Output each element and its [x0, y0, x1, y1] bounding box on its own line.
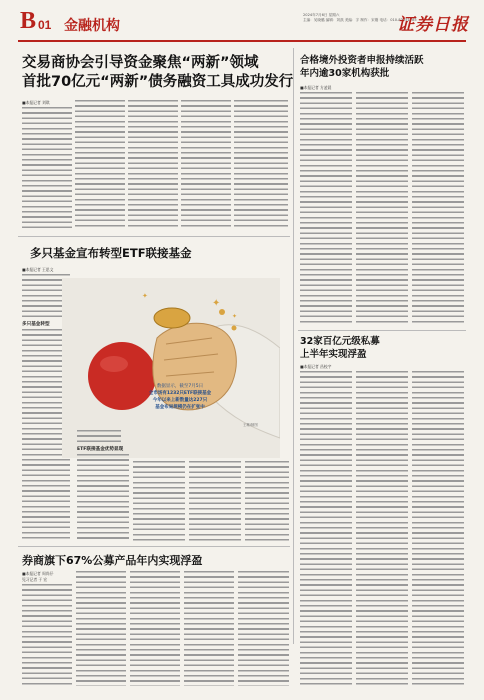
column-divider — [293, 48, 294, 644]
etf-subhead-2: ETF联接基金优势显现 — [77, 447, 124, 452]
bottom-body-col4 — [184, 571, 234, 686]
right-mid-byline: ■本报记者 昌校宇 — [300, 364, 332, 369]
right-mid-headline-line2: 上半年实现浮盈 — [300, 349, 367, 360]
main-body-col3 — [128, 100, 178, 230]
main-body-col1 — [22, 107, 72, 230]
right-mid-headline-line1: 32家百亿元级私募 — [300, 336, 380, 347]
bottom-body-col2 — [76, 571, 126, 686]
main-headline-line1: 交易商协会引导资金聚焦“两新”领域 — [22, 55, 259, 71]
section-letter: B — [20, 8, 36, 34]
main-headline — [22, 54, 293, 92]
svg-text:✦: ✦ — [142, 292, 148, 300]
right-top-headline-line1: 合格境外投资者申报持续活跃 — [300, 55, 424, 66]
newspaper-logo: 证券日报 — [397, 15, 469, 35]
svg-text:✦: ✦ — [212, 298, 221, 309]
right-top-headline-line2: 年内逾30家机构获批 — [300, 68, 390, 79]
section-number: 01 — [38, 18, 52, 32]
bottom-body-col3 — [130, 571, 180, 686]
svg-text:✦: ✦ — [232, 313, 238, 320]
right-top-col2 — [356, 92, 408, 326]
section-name: 金融机构 — [64, 18, 120, 34]
etf-body-col2 — [77, 454, 129, 542]
right-mid-col3 — [412, 371, 464, 686]
header-rule — [18, 40, 466, 42]
caption-line4: 基金布局规模仍在扩张中 — [155, 405, 205, 410]
main-byline: ■本报记者 刘琪 — [22, 100, 50, 105]
right-top-byline: ■本报记者 方凌晨 — [300, 85, 332, 90]
etf-body-snippet — [77, 430, 121, 442]
bottom-top-rule — [18, 546, 290, 547]
right-mid-headline — [300, 335, 380, 361]
header-date: 2024年7月6日 星期六 — [303, 13, 340, 17]
etf-body-col5 — [245, 461, 289, 542]
caption-line1: 数据显示，截至7月5日 — [156, 384, 204, 389]
caption-line2: 全市场有1232只ETF联接基金 — [148, 391, 212, 396]
main-body-col2 — [75, 100, 125, 230]
main-body-col4 — [181, 100, 231, 230]
right-mid-col1 — [300, 371, 352, 686]
bottom-body-col1 — [22, 584, 72, 686]
etf-subhead-1: 多只基金转型 — [22, 322, 50, 327]
bottom-byline-2: 见习记者 于 宏 — [22, 577, 48, 582]
right-mid-rule — [298, 330, 466, 331]
page-header — [0, 0, 484, 44]
etf-byline: ■本报记者 王思文 — [22, 267, 54, 272]
header-editors: 主编：吴晓璐 编辑：刘凯 美编：字 制作：宋刚 电话：010-83251785 — [303, 18, 417, 22]
main-body-col5 — [234, 100, 288, 230]
etf-body-col3 — [133, 461, 185, 542]
right-top-headline — [300, 54, 424, 80]
caption-line3: 今年以来上新数量达227只 — [152, 398, 208, 403]
right-mid-col2 — [356, 371, 408, 686]
etf-body-col4 — [189, 461, 241, 542]
right-top-col3 — [412, 92, 464, 326]
main-headline-line2: 首批70亿元“两新”债务融资工具成功发行 — [22, 74, 294, 90]
bottom-body-col5 — [238, 571, 289, 686]
bottom-byline-1: ■本报记者 周尚仔 — [22, 571, 54, 576]
illustration-caption — [110, 383, 250, 411]
etf-headline: 多只基金宣布转型ETF联接基金 — [30, 246, 192, 260]
bottom-headline: 券商旗下67%公募产品年内实现浮盈 — [22, 554, 203, 567]
right-top-col1 — [300, 92, 352, 326]
illustration-credit: 王琳/制图 — [243, 423, 258, 427]
etf-top-rule — [18, 236, 290, 237]
